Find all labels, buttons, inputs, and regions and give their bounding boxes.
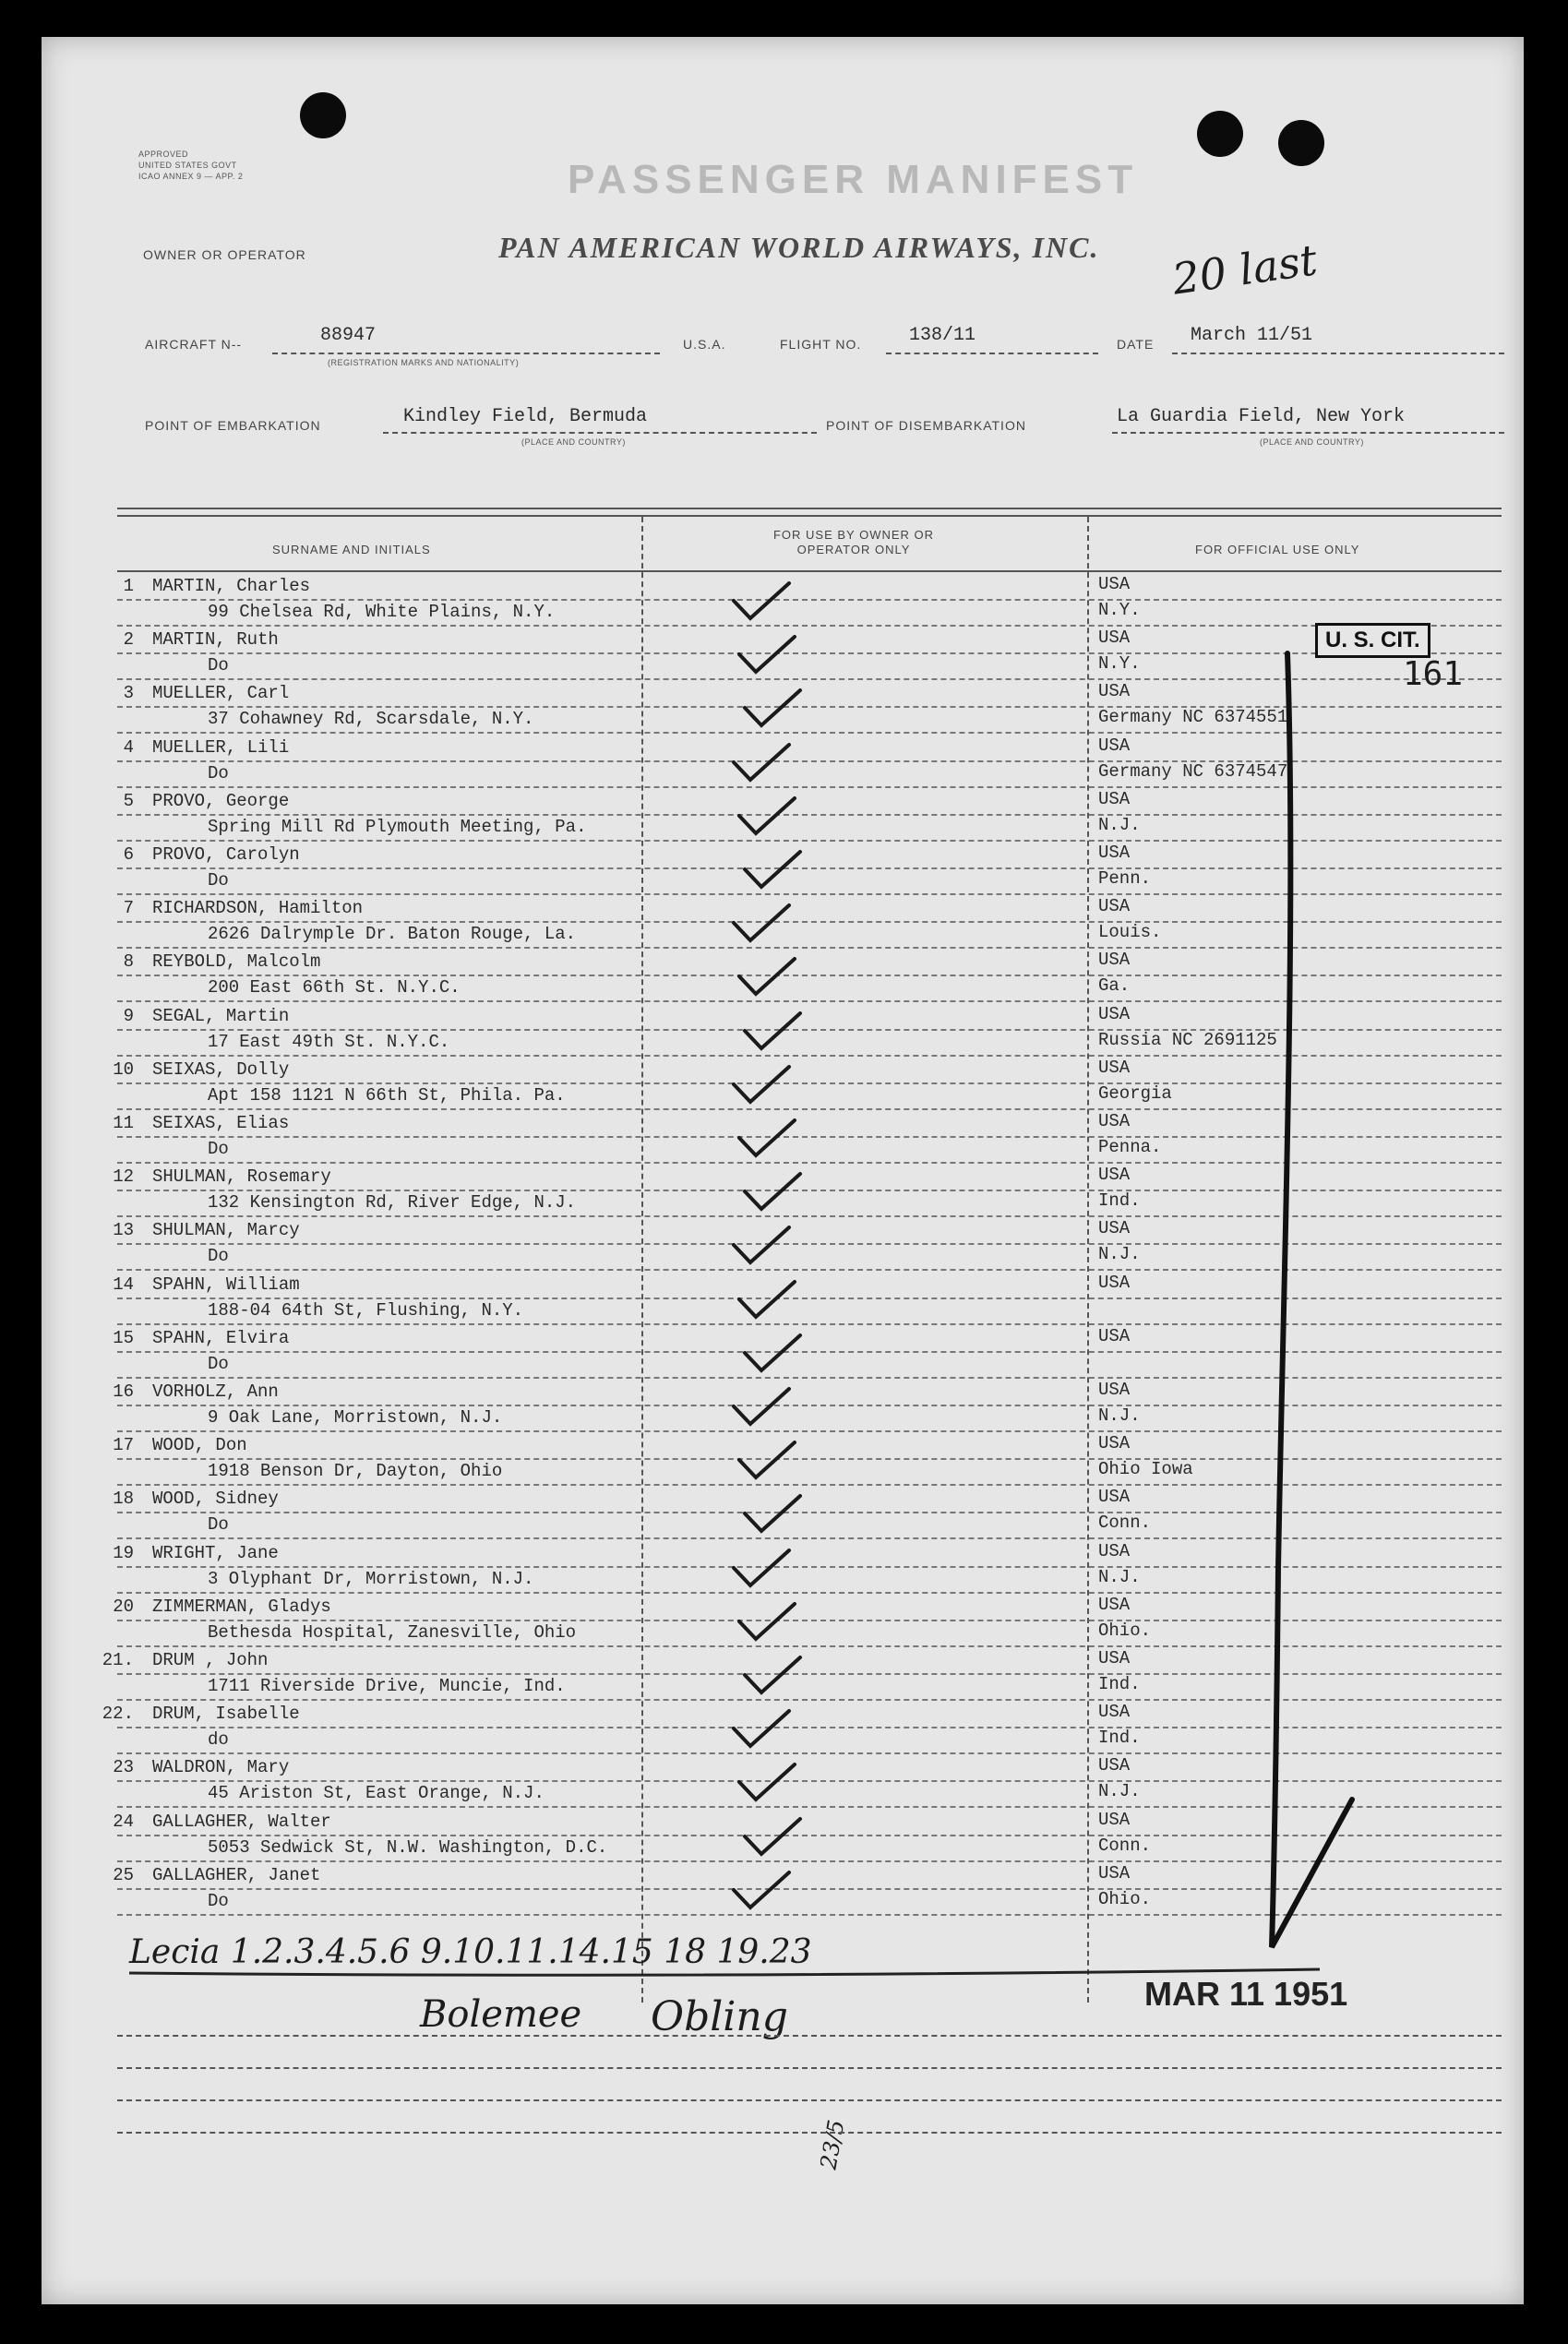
- passenger-name: SHULMAN, Marcy: [152, 1220, 300, 1241]
- row-number: 3: [123, 683, 134, 704]
- passenger-address: Do: [208, 1353, 229, 1374]
- passenger-address: Do: [208, 655, 229, 676]
- header-surname: SURNAME AND INITIALS: [272, 543, 431, 556]
- long-check-mark: [1241, 646, 1426, 1966]
- check-mark: [736, 846, 819, 892]
- check-mark: [730, 793, 813, 839]
- residence-note: Georgia: [1098, 1082, 1172, 1104]
- nationality-code: USA: [1098, 1003, 1131, 1024]
- row-number: 12: [113, 1166, 134, 1188]
- passenger-address: 17 East 49th St. N.Y.C.: [208, 1031, 450, 1052]
- passenger-address: 3 Olyphant Dr, Morristown, N.J.: [208, 1568, 534, 1589]
- check-mark: [730, 1437, 813, 1483]
- aircraft-sub: (REGISTRATION MARKS AND NATIONALITY): [328, 358, 520, 367]
- disembark-label: POINT OF DISEMBARKATION: [826, 418, 1026, 433]
- row-number: 10: [113, 1058, 134, 1080]
- row-number: 9: [123, 1005, 134, 1026]
- residence-note: Ind.: [1098, 1190, 1141, 1212]
- bottom-handwritten-line: Lecia 1.2.3.4.5.6 9.10.11.14.15 18 19.23: [129, 1933, 812, 1971]
- check-mark: [736, 1168, 819, 1214]
- check-mark: [724, 578, 808, 624]
- passenger-address: Do: [208, 870, 229, 891]
- passenger-address: Do: [208, 1139, 229, 1159]
- row-number: 2: [123, 629, 134, 651]
- passenger-name: SHULMAN, Rosemary: [152, 1166, 331, 1188]
- check-mark: [736, 1490, 819, 1537]
- passenger-name: REYBOLD, Malcolm: [152, 951, 321, 973]
- check-mark: [724, 1222, 808, 1268]
- nationality-code: USA: [1098, 1594, 1131, 1615]
- owner-name: PAN AMERICAN WORLD AIRWAYS, INC.: [498, 231, 1100, 264]
- residence-note: N.J.: [1098, 1244, 1141, 1265]
- check-mark: [724, 1383, 808, 1429]
- check-mark: [724, 1867, 808, 1913]
- nationality-code: USA: [1098, 1862, 1131, 1884]
- check-mark: [736, 1008, 819, 1054]
- passenger-name: ZIMMERMAN, Gladys: [152, 1596, 331, 1617]
- form-title: PASSENGER MANIFEST: [568, 157, 1139, 202]
- residence-note: Conn.: [1098, 1835, 1152, 1856]
- fraction-note: 23/5: [815, 2118, 850, 2171]
- passenger-name: MUELLER, Lili: [152, 736, 290, 758]
- nationality-code: USA: [1098, 574, 1131, 594]
- nationality-code: USA: [1098, 950, 1131, 971]
- nationality-code: USA: [1098, 1218, 1131, 1239]
- check-mark: [724, 1061, 808, 1107]
- aircraft-label: AIRCRAFT N--: [145, 337, 243, 352]
- passenger-name: PROVO, Carolyn: [152, 844, 300, 865]
- nationality-code: USA: [1098, 735, 1131, 756]
- passenger-name: DRUM, Isabelle: [152, 1704, 300, 1725]
- residence-note: Conn.: [1098, 1513, 1152, 1534]
- passenger-address: do: [208, 1729, 229, 1751]
- row-number: 23: [113, 1757, 134, 1778]
- nationality-code: USA: [1098, 1057, 1131, 1078]
- passenger-address: 132 Kensington Rd, River Edge, N.J.: [208, 1192, 577, 1214]
- nationality-code: USA: [1098, 1702, 1131, 1723]
- passenger-address: 37 Cohawney Rd, Scarsdale, N.Y.: [208, 709, 534, 730]
- count-number: 161: [1403, 655, 1464, 693]
- passenger-name: GALLAGHER, Janet: [152, 1864, 321, 1885]
- embark-value: Kindley Field, Bermuda: [403, 406, 648, 427]
- residence-note: Ga.: [1098, 975, 1131, 997]
- passenger-address: 99 Chelsea Rd, White Plains, N.Y.: [208, 602, 556, 622]
- signature: Obling: [651, 1993, 788, 2040]
- residence-note: Penn.: [1098, 868, 1152, 889]
- row-number: 17: [113, 1435, 134, 1456]
- flight-label: FLIGHT NO.: [780, 337, 862, 352]
- row-number: 20: [113, 1596, 134, 1617]
- passenger-name: MUELLER, Carl: [152, 683, 290, 704]
- residence-note: Louis.: [1098, 922, 1162, 943]
- date-label: DATE: [1117, 337, 1155, 352]
- row-number: 11: [113, 1113, 134, 1133]
- passenger-address: 1918 Benson Dr, Dayton, Ohio: [208, 1461, 503, 1482]
- manifest-sheet: [42, 37, 1524, 2304]
- nationality-code: USA: [1098, 1540, 1131, 1561]
- passenger-name: SPAHN, William: [152, 1274, 300, 1295]
- passenger-address: 2626 Dalrymple Dr. Baton Rouge, La.: [208, 924, 577, 945]
- nationality-code: USA: [1098, 681, 1131, 702]
- passenger-name: WOOD, Sidney: [152, 1489, 279, 1510]
- check-mark: [736, 1330, 819, 1376]
- passenger-name: SEGAL, Martin: [152, 1005, 290, 1026]
- row-number: 22.: [102, 1704, 134, 1725]
- residence-note: N.J.: [1098, 814, 1141, 835]
- nationality-code: USA: [1098, 1648, 1131, 1668]
- residence-note: Germany NC 6374551: [1098, 707, 1288, 728]
- residence-note: Ind.: [1098, 1728, 1141, 1749]
- residence-note: N.J.: [1098, 1566, 1141, 1587]
- header-official-use: FOR OFFICIAL USE ONLY: [1195, 543, 1360, 556]
- row-number: 6: [123, 844, 134, 865]
- passenger-address: Do: [208, 1514, 229, 1536]
- disembark-value: La Guardia Field, New York: [1117, 406, 1406, 427]
- residence-note: Penna.: [1098, 1137, 1162, 1157]
- residence-note: Ohio.: [1098, 1620, 1152, 1641]
- top-right-note: 20 last: [1169, 234, 1321, 305]
- passenger-address: Do: [208, 1246, 229, 1267]
- row-number: 15: [113, 1327, 134, 1348]
- residence-note: Ohio.: [1098, 1888, 1152, 1909]
- nationality-code: USA: [1098, 628, 1131, 649]
- check-mark: [730, 1759, 813, 1805]
- date-value: March 11/51: [1191, 325, 1313, 346]
- row-number: 4: [123, 736, 134, 758]
- passenger-name: DRUM , John: [152, 1650, 269, 1670]
- check-mark: [724, 1705, 808, 1752]
- nationality-code: USA: [1098, 1325, 1131, 1346]
- disembark-sub: (PLACE AND COUNTRY): [1260, 437, 1364, 447]
- residence-note: Ohio Iowa: [1098, 1459, 1193, 1480]
- punch-hole: [1278, 120, 1324, 166]
- residence-note: N.Y.: [1098, 600, 1141, 620]
- row-number: 1: [123, 576, 134, 596]
- header-owner-use: FOR USE BY OWNER OR OPERATOR ONLY: [772, 528, 935, 556]
- passenger-name: SEIXAS, Elias: [152, 1113, 290, 1133]
- punch-hole: [1197, 111, 1243, 157]
- us-citizen-stamp: U. S. CIT.: [1315, 623, 1430, 658]
- residence-note: Germany NC 6374547: [1098, 760, 1288, 782]
- residence-note: N.J.: [1098, 1781, 1141, 1802]
- row-number: 21.: [102, 1650, 134, 1670]
- row-number: 7: [123, 898, 134, 919]
- row-number: 5: [123, 790, 134, 811]
- passenger-address: Spring Mill Rd Plymouth Meeting, Pa.: [208, 816, 587, 837]
- passenger-address: 5053 Sedwick St, N.W. Washington, D.C.: [208, 1836, 608, 1858]
- approval-line: APPROVED: [138, 149, 189, 159]
- check-mark: [730, 1276, 813, 1322]
- nationality-code: USA: [1098, 896, 1131, 917]
- row-number: 13: [113, 1220, 134, 1241]
- residence-note: N.Y.: [1098, 653, 1141, 675]
- flight-value: 138/11: [909, 325, 976, 346]
- check-mark: [724, 900, 808, 946]
- passenger-name: VORHOLZ, Ann: [152, 1381, 279, 1402]
- passenger-name: WRIGHT, Jane: [152, 1542, 279, 1563]
- passenger-name: SPAHN, Elvira: [152, 1327, 290, 1348]
- nationality-code: USA: [1098, 1809, 1131, 1830]
- nationality-code: USA: [1098, 843, 1131, 863]
- row-number: 16: [113, 1381, 134, 1402]
- passenger-name: MARTIN, Charles: [152, 576, 311, 596]
- passenger-name: RICHARDSON, Hamilton: [152, 898, 364, 919]
- passenger-address: 45 Ariston St, East Orange, N.J.: [208, 1783, 545, 1804]
- passenger-name: WALDRON, Mary: [152, 1757, 290, 1778]
- nationality: U.S.A.: [683, 337, 726, 352]
- check-mark: [730, 631, 813, 677]
- date-stamp: MAR 11 1951: [1144, 1975, 1348, 2013]
- nationality-code: USA: [1098, 1111, 1131, 1131]
- check-mark: [736, 1652, 819, 1698]
- row-number: 25: [113, 1864, 134, 1885]
- passenger-address: Do: [208, 762, 229, 783]
- passenger-name: GALLAGHER, Walter: [152, 1811, 331, 1832]
- row-number: 14: [113, 1274, 134, 1295]
- passenger-address: 1711 Riverside Drive, Muncie, Ind.: [208, 1676, 566, 1696]
- nationality-code: USA: [1098, 1433, 1131, 1454]
- passenger-name: PROVO, George: [152, 790, 290, 811]
- passenger-name: SEIXAS, Dolly: [152, 1058, 290, 1080]
- check-mark: [730, 953, 813, 999]
- passenger-address: 200 East 66th St. N.Y.C.: [208, 977, 461, 999]
- row-number: 18: [113, 1489, 134, 1510]
- approval-line: ICAO ANNEX 9 — APP. 2: [138, 172, 244, 181]
- check-mark: [724, 1545, 808, 1591]
- row-number: 8: [123, 951, 134, 973]
- residence-note: N.J.: [1098, 1405, 1141, 1426]
- signature: Bolemee: [420, 1993, 582, 2036]
- residence-note: Ind.: [1098, 1674, 1141, 1694]
- row-number: 24: [113, 1811, 134, 1832]
- nationality-code: USA: [1098, 1487, 1131, 1508]
- passenger-name: WOOD, Don: [152, 1435, 247, 1456]
- punch-hole: [300, 92, 346, 138]
- owner-label: OWNER OR OPERATOR: [143, 247, 306, 262]
- passenger-name: MARTIN, Ruth: [152, 629, 279, 651]
- residence-note: Russia NC 2691125: [1098, 1029, 1277, 1050]
- passenger-address: Do: [208, 1890, 229, 1911]
- passenger-address: 188-04 64th St, Flushing, N.Y.: [208, 1299, 524, 1321]
- passenger-address: Bethesda Hospital, Zanesville, Ohio: [208, 1621, 577, 1643]
- nationality-code: USA: [1098, 788, 1131, 809]
- check-mark: [724, 739, 808, 785]
- nationality-code: USA: [1098, 1380, 1131, 1400]
- passenger-address: Apt 158 1121 N 66th St, Phila. Pa.: [208, 1084, 566, 1106]
- row-number: 19: [113, 1542, 134, 1563]
- check-mark: [736, 685, 819, 731]
- check-mark: [730, 1115, 813, 1161]
- embark-sub: (PLACE AND COUNTRY): [521, 437, 626, 447]
- passenger-address: 9 Oak Lane, Morristown, N.J.: [208, 1407, 503, 1428]
- check-mark: [730, 1598, 813, 1644]
- nationality-code: USA: [1098, 1165, 1131, 1186]
- approval-line: UNITED STATES GOVT: [138, 161, 237, 170]
- nationality-code: USA: [1098, 1755, 1131, 1776]
- aircraft-value: 88947: [320, 325, 377, 346]
- check-mark: [736, 1813, 819, 1860]
- embark-label: POINT OF EMBARKATION: [145, 418, 321, 433]
- nationality-code: USA: [1098, 1272, 1131, 1293]
